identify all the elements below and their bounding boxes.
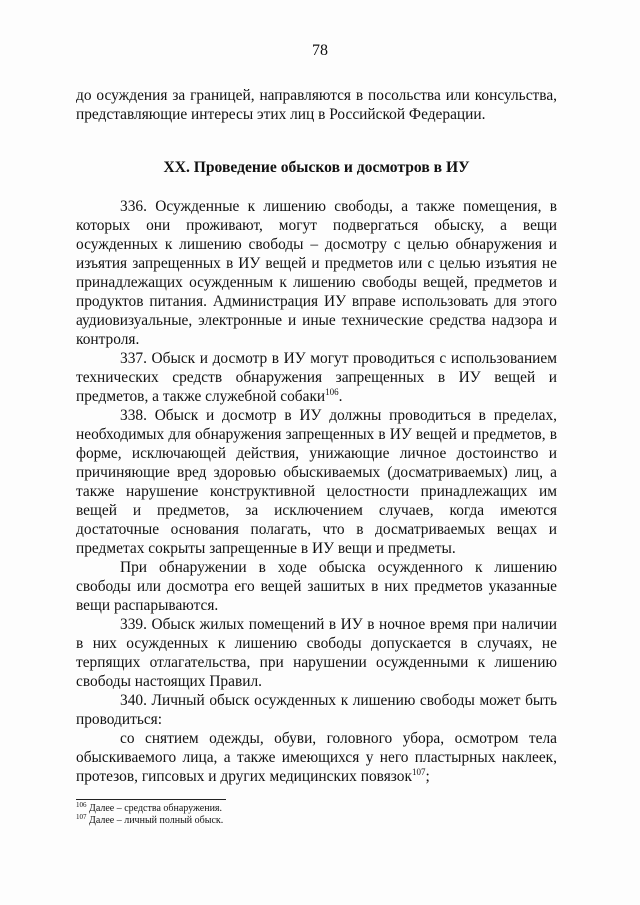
paragraph-338: 338. Обыск и досмотр в ИУ должны проводиться в пределах, необходимых для обнаружения запрещенных в ИУ вещей и предметов, в форме, исключающей действия, унижающие личное достоинство и причиняющие вред здоровью обыскиваемых (досматриваемых) лиц, а также нарушение конструктивной целостности принадлежащих им вещей и предметов, за исключением случаев, когда имеются достаточные основания полагать, что в досматриваемых вещах и предметах сокрыты запрещенные в ИУ вещи и предметы. xyxy=(76,407,557,557)
footnote-separator xyxy=(76,799,226,800)
paragraph-337-end: . xyxy=(338,388,343,405)
footnote-ref-107: 107 xyxy=(411,767,426,777)
footnote-106 xyxy=(76,803,556,815)
paragraph-336: 336. Осужденные к лишению свободы, а также помещения, в которых они проживают, могут подвергаться обыску, а вещи осужденных к лишению свободы – досмотру с целью обнаружения и изъятия запрещенных в ИУ вещей и предметов или с целью изъятия не принадлежащих осужденным к лишению свободы вещей, предметов и продуктов питания. Администрация ИУ вправе использовать для этого аудиовизуальные, электронные и иные технические средства надзора и контроля. xyxy=(76,198,557,348)
footnotes xyxy=(76,803,556,827)
section-heading: XX. Проведение обысков и досмотров в ИУ xyxy=(163,159,470,176)
intro-paragraph: до осуждения за границей, направляются в посольства или консульства, представляющие интересы этих лиц в Российской Федерации. xyxy=(76,87,557,123)
paragraph-337-text: 337. Обыск и досмотр в ИУ могут проводиться с использованием технических средств обнаружения запрещенных в ИУ вещей и предметов, а также служебной собаки xyxy=(76,350,557,405)
paragraph-340-item-end: ; xyxy=(425,768,430,785)
footnote-text: Далее – личный полный обыск. xyxy=(89,815,224,826)
paragraph-339: 339. Обыск жилых помещений в ИУ в ночное время при наличии в них осужденных к лишению свободы допускается в случаях, не терпящих отлагательства, при нарушении осужденными к лишению свободы настоящих Правил. xyxy=(76,616,557,690)
footnote-number: 106 xyxy=(76,801,87,809)
footnote-number: 107 xyxy=(76,813,87,821)
paragraph-340-item xyxy=(76,729,557,786)
main-text xyxy=(76,86,557,786)
paragraph-338-continuation: При обнаружении в ходе обыска осужденного к лишению свободы или досмотра его вещей зашитых в них предметов указанные вещи распарываются. xyxy=(76,559,557,614)
paragraph-340-item-text: со снятием одежды, обуви, головного убора, осмотром тела обыскиваемого лица, а также имеющихся у него пластырных наклеек, протезов, гипсовых и других медицинских повязок xyxy=(76,730,557,785)
footnote-text: Далее – средства обнаружения. xyxy=(89,803,223,814)
paragraph-337 xyxy=(76,349,557,406)
footnote-ref-106: 106 xyxy=(325,387,339,397)
paragraph-340: 340. Личный обыск осужденных к лишению свободы может быть проводиться: xyxy=(76,692,557,728)
footnote-107 xyxy=(76,815,556,827)
page-number: 78 xyxy=(312,42,328,59)
